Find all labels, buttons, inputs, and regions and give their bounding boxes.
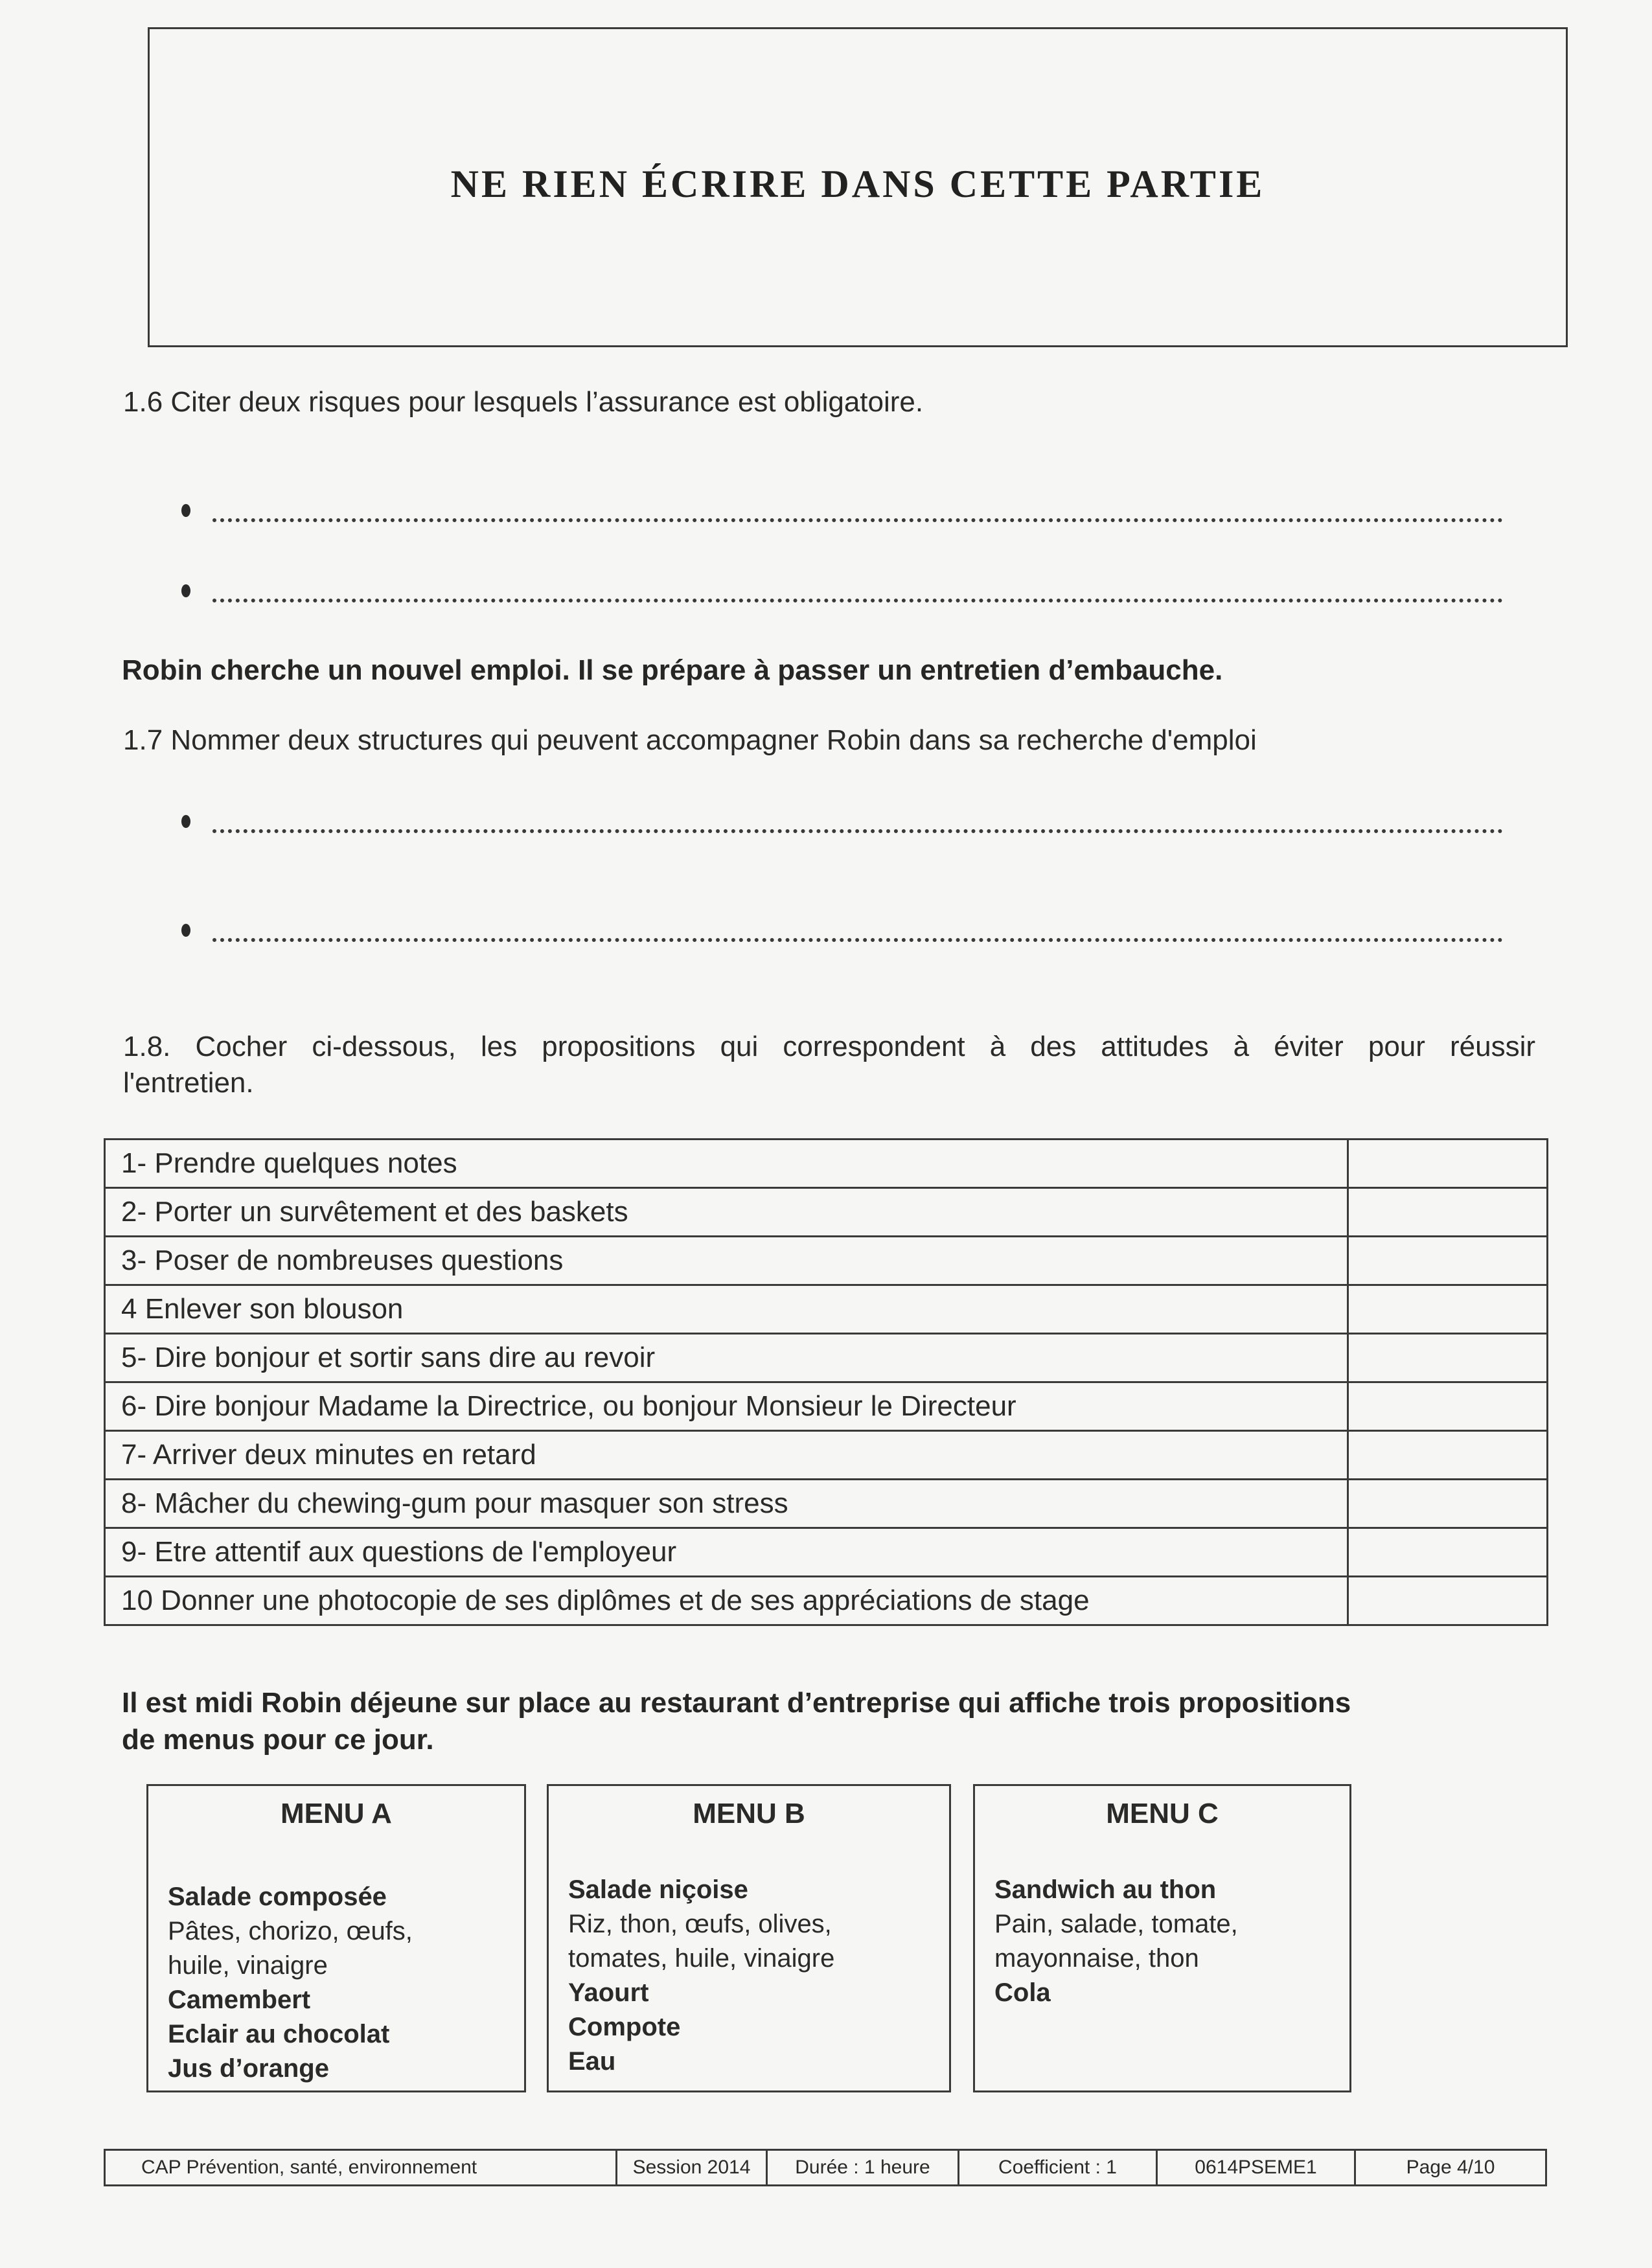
menu-dish: Camembert — [168, 1986, 311, 2014]
footer-coefficient: Coefficient : 1 — [959, 2151, 1158, 2184]
checklist-row — [105, 1334, 1548, 1382]
checklist-row — [105, 1237, 1548, 1285]
checklist-label: 7- Arriver deux minutes en retard — [105, 1431, 1348, 1480]
menu-a-title: MENU A — [281, 1798, 392, 1829]
dotted-answer-field[interactable] — [212, 932, 1503, 942]
checklist-row — [105, 1431, 1548, 1480]
footer-session: Session 2014 — [617, 2151, 768, 2184]
menu-dish-ingredients: huile, vinaigre — [168, 1951, 328, 1980]
menu-dish: Salade composée — [168, 1883, 387, 1911]
checklist-checkbox[interactable] — [1348, 1431, 1548, 1480]
menu-dish-ingredients: Pâtes, chorizo, œufs, — [168, 1917, 413, 1945]
checklist-label: 2- Porter un survêtement et des baskets — [105, 1188, 1348, 1237]
menu-dish: Cola — [994, 1978, 1051, 2007]
footer-exam-name: CAP Prévention, santé, environnement — [106, 2151, 617, 2184]
checklist-row — [105, 1528, 1548, 1577]
menu-dish: Yaourt — [568, 1978, 649, 2007]
checklist-checkbox[interactable] — [1348, 1334, 1548, 1382]
checklist-label: 1- Prendre quelques notes — [105, 1140, 1348, 1188]
menu-dish-ingredients: mayonnaise, thon — [994, 1944, 1199, 1973]
checklist-label: 4 Enlever son blouson — [105, 1285, 1348, 1334]
dotted-answer-field[interactable] — [212, 512, 1503, 522]
question-1-6: 1.6 Citer deux risques pour lesquels l’assurance est obligatoire. — [123, 386, 924, 418]
menu-dish: Compote — [568, 2013, 681, 2041]
menu-dish: Jus d’orange — [168, 2054, 329, 2083]
footer-exam-code: 0614PSEME1 — [1158, 2151, 1356, 2184]
intro-lunch-line-2: de menus pour ce jour. — [122, 1724, 434, 1756]
checklist-label: 5- Dire bonjour et sortir sans dire au revoir — [105, 1334, 1348, 1382]
checklist-checkbox[interactable] — [1348, 1480, 1548, 1528]
answer-line-1-6-a[interactable] — [181, 500, 1503, 526]
checklist-checkbox[interactable] — [1348, 1285, 1548, 1334]
menu-a-items — [168, 1880, 413, 2086]
menu-a-card — [146, 1784, 526, 2092]
bullet-icon — [181, 504, 190, 517]
menu-dish: Eclair au chocolat — [168, 2020, 390, 2048]
checklist-row — [105, 1577, 1548, 1625]
checklist-label: 3- Poser de nombreuses questions — [105, 1237, 1348, 1285]
bullet-icon — [181, 815, 190, 828]
checklist-checkbox[interactable] — [1348, 1237, 1548, 1285]
menu-b-title: MENU B — [693, 1798, 805, 1829]
checklist-checkbox[interactable] — [1348, 1577, 1548, 1625]
menu-dish-ingredients: tomates, huile, vinaigre — [568, 1944, 835, 1973]
bullet-icon — [181, 584, 190, 597]
checklist-checkbox[interactable] — [1348, 1188, 1548, 1237]
bullet-icon — [181, 924, 190, 937]
footer-duration: Durée : 1 heure — [768, 2151, 959, 2184]
intro-job-search: Robin cherche un nouvel emploi. Il se prépare à passer un entretien d’embauche. — [122, 654, 1223, 686]
menu-c-items — [994, 1873, 1238, 2010]
menu-dish: Sandwich au thon — [994, 1875, 1217, 1904]
checklist-label: 9- Etre attentif aux questions de l'employeur — [105, 1528, 1348, 1577]
menu-c-title: MENU C — [1106, 1798, 1219, 1829]
no-write-zone — [148, 27, 1568, 347]
question-1-8-line-1: 1.8. Cocher ci-dessous, les propositions qui correspondent à des attitudes à éviter pour réussir — [123, 1031, 1535, 1062]
checklist-row — [105, 1188, 1548, 1237]
checklist-checkbox[interactable] — [1348, 1528, 1548, 1577]
menu-c-card — [973, 1784, 1351, 2092]
menu-b-items — [568, 1873, 834, 2079]
menu-dish: Salade niçoise — [568, 1875, 748, 1904]
checklist-label: 10 Donner une photocopie de ses diplômes et de ses appréciations de stage — [105, 1577, 1348, 1625]
answer-line-1-7-b[interactable] — [181, 920, 1503, 946]
menu-dish-ingredients: Riz, thon, œufs, olives, — [568, 1910, 832, 1938]
dotted-answer-field[interactable] — [212, 592, 1503, 602]
checklist-label: 8- Mâcher du chewing-gum pour masquer son stress — [105, 1480, 1348, 1528]
attitudes-checklist — [104, 1138, 1548, 1626]
answer-line-1-6-b[interactable] — [181, 580, 1503, 606]
menu-dish-ingredients: Pain, salade, tomate, — [994, 1910, 1238, 1938]
checklist-checkbox[interactable] — [1348, 1140, 1548, 1188]
dotted-answer-field[interactable] — [212, 823, 1503, 833]
checklist-row — [105, 1480, 1548, 1528]
exam-footer — [104, 2149, 1547, 2186]
intro-lunch-line-1: Il est midi Robin déjeune sur place au restaurant d’entreprise qui affiche trois propositions — [122, 1687, 1351, 1719]
answer-line-1-7-a[interactable] — [181, 811, 1503, 837]
checklist-row — [105, 1382, 1548, 1431]
checklist-label: 6- Dire bonjour Madame la Directrice, ou bonjour Monsieur le Directeur — [105, 1382, 1348, 1431]
menu-b-card — [547, 1784, 951, 2092]
checklist-checkbox[interactable] — [1348, 1382, 1548, 1431]
no-write-label: NE RIEN ÉCRIRE DANS CETTE PARTIE — [450, 162, 1265, 205]
footer-page-number: Page 4/10 — [1406, 2157, 1495, 2178]
question-1-7: 1.7 Nommer deux structures qui peuvent accompagner Robin dans sa recherche d'emploi — [123, 724, 1257, 756]
menu-dish: Eau — [568, 2047, 616, 2076]
checklist-row — [105, 1140, 1548, 1188]
question-1-8-line-2: l'entretien. — [123, 1067, 254, 1099]
checklist-row — [105, 1285, 1548, 1334]
